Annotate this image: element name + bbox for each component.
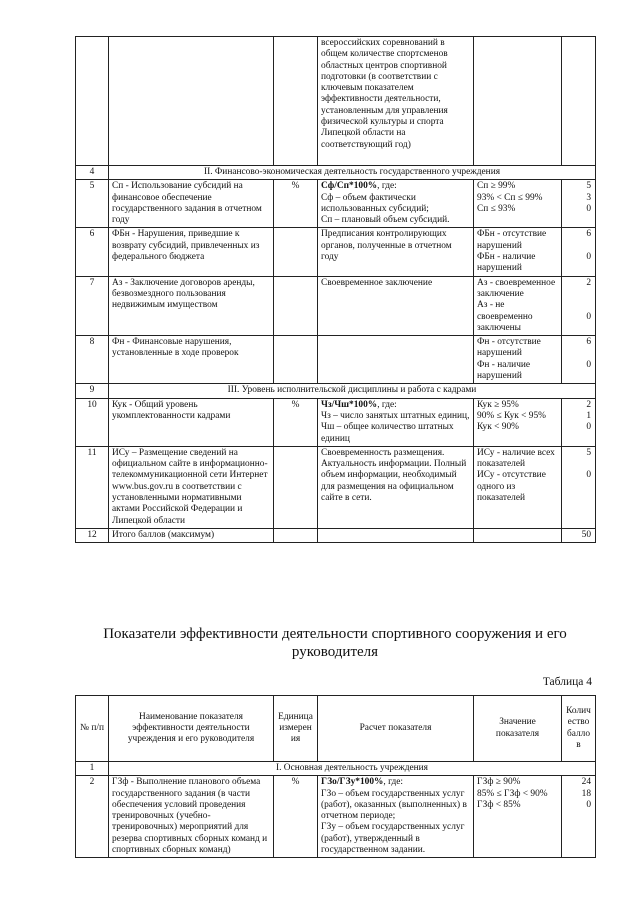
header-unit: Единица измерения <box>274 696 318 762</box>
section-row <box>76 384 596 398</box>
table-row <box>76 336 596 384</box>
section-title: I. Основная деятельность учреждения <box>109 762 596 776</box>
indicators-table-4 <box>75 695 596 858</box>
row-number: 6 <box>76 228 109 276</box>
value-cell: Кук ≥ 95% 90% ≤ Кук < 95% Кук < 90% <box>474 398 562 446</box>
formula: Сф/Сп*100% <box>321 181 378 192</box>
cell-empty <box>109 37 274 166</box>
calc-cell <box>318 336 474 384</box>
row-number: 2 <box>76 776 109 858</box>
unit-cell <box>274 446 318 528</box>
row-number: 5 <box>76 180 109 228</box>
unit-cell <box>274 228 318 276</box>
indicator-name: ИСу – Размещение сведений на официальном сайте в информационно-телекоммуникационной сети Интернет www.bus.gov.ru в соответствии с установленными нормативными актами Российской Федерации и Липецкой области <box>109 446 274 528</box>
value-cell: Фн - отсутствие нарушений Фн - наличие нарушений <box>474 336 562 384</box>
points-cell: 2 1 0 <box>562 398 596 446</box>
formula-explanation: , где: Чз – число занятых штатных единиц, Чш – общее количество штатных единиц <box>321 399 470 444</box>
unit-cell: % <box>274 398 318 446</box>
table-row <box>76 446 596 528</box>
unit-cell <box>274 336 318 384</box>
row-number: 12 <box>76 528 109 542</box>
cell-empty <box>474 37 562 166</box>
table-row <box>76 276 596 335</box>
section-title: III. Уровень исполнительской дисциплины и работа с кадрами <box>109 384 596 398</box>
calc-cell: Предписания контролирующих органов, полученные в отчетном году <box>318 228 474 276</box>
formula: ГЗо/ГЗу*100% <box>321 777 384 788</box>
calc-cell: Своевременное заключение <box>318 276 474 335</box>
formula-explanation: , где: ГЗо – объем государственных услуг (работ), оказанных (выполненных) в отчетном периоде; ГЗу – объем государственных услуг (работ), утвержденный в государственном задании. <box>321 777 467 856</box>
calc-cell <box>318 180 474 228</box>
value-cell: ФБн - отсутствие нарушений ФБн - наличие нарушений <box>474 228 562 276</box>
formula-explanation: , где: Сф – объем фактически использованных субсидий; Сп – плановый объем субсидий. <box>321 181 450 226</box>
table-row <box>76 37 596 166</box>
header-number: № п/п <box>76 696 109 762</box>
indicator-name: Фн - Финансовые нарушения, установленные в ходе проверок <box>109 336 274 384</box>
cell-empty <box>562 37 596 166</box>
table-row <box>76 398 596 446</box>
row-number: 9 <box>76 384 109 398</box>
unit-cell: % <box>274 776 318 858</box>
points-cell: 5 3 0 <box>562 180 596 228</box>
header-name: Наименование показателя эффективности деятельности учреждения и его руководителя <box>109 696 274 762</box>
unit-cell: % <box>274 180 318 228</box>
calc-cell <box>318 398 474 446</box>
indicator-name: ГЗф - Выполнение планового объема государственного задания (в части обеспечения условий проведения тренировочных (учебно-тренировочных) мероприятий для резерва спортивных сборных команд и спортивных сборных команд) <box>109 776 274 858</box>
value-cell: Аз - своевременное заключение Аз - не своевременно заключены <box>474 276 562 335</box>
value-cell: ИСу - наличие всех показателей ИСу - отсутствие одного из показателей <box>474 446 562 528</box>
row-number: 1 <box>76 762 109 776</box>
section-row <box>76 762 596 776</box>
header-value: Значение показателя <box>474 696 562 762</box>
indicators-table-3 <box>75 36 596 543</box>
indicator-name: Кук - Общий уровень укомплектованности кадрами <box>109 398 274 446</box>
row-number: 8 <box>76 336 109 384</box>
value-cell: Сп ≥ 99% 93% < Сп ≤ 99% Сп ≤ 93% <box>474 180 562 228</box>
table-row <box>76 228 596 276</box>
calc-cell: всероссийских соревнований в общем количестве спортсменов областных центров спортивной подготовки (в соответствии с ключевым показателем эффективности деятельности, установленным для управления физической культуры и спорта Липецкой области на соответствующий год) <box>318 37 474 166</box>
points-cell: 5 0 <box>562 446 596 528</box>
formula: Чз/Чш*100% <box>321 399 378 410</box>
unit-cell <box>274 276 318 335</box>
section-title: II. Финансово-экономическая деятельность государственного учреждения <box>109 166 596 180</box>
points-cell: 6 0 <box>562 336 596 384</box>
calc-cell <box>318 528 474 542</box>
table-row <box>76 180 596 228</box>
row-number: 10 <box>76 398 109 446</box>
indicator-name: Сп - Использование субсидий на финансовое обеспечение государственного задания в отчетном году <box>109 180 274 228</box>
header-calc: Расчет показателя <box>318 696 474 762</box>
cell-empty <box>76 37 109 166</box>
points-cell: 6 0 <box>562 228 596 276</box>
unit-cell <box>274 528 318 542</box>
points-cell: 2 0 <box>562 276 596 335</box>
table-row <box>76 776 596 858</box>
total-label: Итого баллов (максимум) <box>109 528 274 542</box>
section-heading: Показатели эффективности деятельности спортивного сооружения и его руководителя <box>103 626 567 660</box>
value-cell <box>474 528 562 542</box>
header-row <box>76 696 596 762</box>
calc-cell: Своевременность размещения. Актуальность информации. Полный объем информации, необходимый для размещения на официальном сайте в сети. <box>318 446 474 528</box>
calc-cell <box>318 776 474 858</box>
total-row <box>76 528 596 542</box>
points-cell: 24 18 0 <box>562 776 596 858</box>
header-points: Количество баллов <box>562 696 596 762</box>
row-number: 11 <box>76 446 109 528</box>
total-points: 50 <box>562 528 596 542</box>
section-row <box>76 166 596 180</box>
row-number: 4 <box>76 166 109 180</box>
row-number: 7 <box>76 276 109 335</box>
indicator-name: ФБн - Нарушения, приведшие к возврату субсидий, привлеченных из федерального бюджета <box>109 228 274 276</box>
cell-empty <box>274 37 318 166</box>
value-cell: ГЗф ≥ 90% 85% ≤ ГЗф < 90% ГЗф < 85% <box>474 776 562 858</box>
table-label: Таблица 4 <box>542 676 592 688</box>
indicator-name: Аз - Заключение договоров аренды, безвозмездного пользования недвижимым имуществом <box>109 276 274 335</box>
